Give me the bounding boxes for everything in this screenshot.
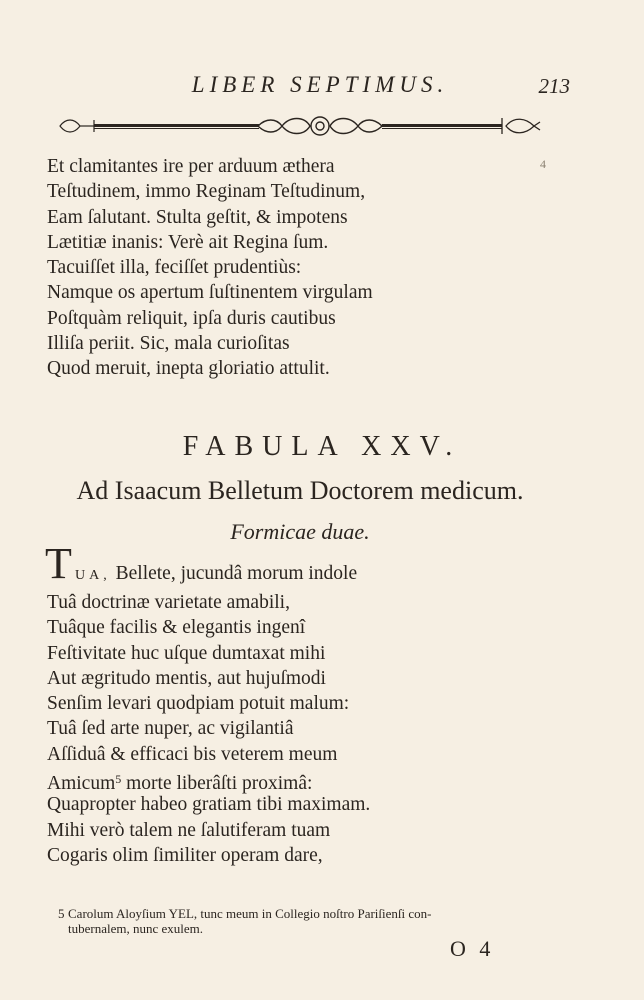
margin-mark: 4: [540, 157, 546, 171]
footnote-text-line2: tubernalem, nunc exulem.: [68, 921, 204, 936]
verse-line: Senſim levari quodpiam potuit malum:: [47, 693, 350, 715]
verse-line: Teſtudinem, immo Reginam Teſtudinum,: [47, 181, 366, 203]
note-line-before: Amicum: [47, 773, 116, 795]
fable-dedication: Ad Isaacum Belletum Doctorem medicum.: [76, 476, 524, 505]
footnote-marker: 5: [58, 906, 65, 921]
fable-heading: FABULA XXV.: [182, 431, 462, 462]
verse-line-with-note: [47, 767, 370, 795]
drop-cap: T: [45, 539, 72, 588]
verse-part-2: [47, 590, 370, 868]
verse-line: Et clamitantes ire per arduum æthera: [47, 156, 335, 177]
signature-mark: O 4: [450, 936, 495, 961]
running-title: LIBER SEPTIMUS.: [191, 72, 449, 97]
verse-line: Lætitiæ inanis: Verè ait Regina ſum.: [47, 231, 329, 253]
verse-line: Quod meruit, inepta gloriatio attulit.: [47, 358, 330, 380]
verse-line: Tuâ doctrinæ varietate amabili,: [47, 592, 290, 613]
verse-line: Poſtquàm reliquit, ipſa duris cautibus: [47, 307, 336, 329]
verse-line: Illiſa periit. Sic, mala curioſitas: [47, 333, 290, 355]
verse-line: Aut ægritudo mentis, aut hujuſmodi: [47, 667, 326, 689]
verse-part-1: [47, 154, 373, 382]
fable-first-line: [75, 563, 357, 585]
verse-line: Eam ſalutant. Stulta geſtit, & impotens: [47, 206, 348, 228]
footnote-ref: 5: [115, 772, 122, 787]
footnote-text-line1: Carolum Aloyſium YEL, tunc meum in Collegio noſtro Pariſienſi con-: [68, 906, 432, 921]
first-word-small-caps: UA,: [75, 568, 111, 583]
first-line-text: Bellete, jucundâ morum indole: [110, 563, 358, 584]
verse-line: Cogaris olim ſimiliter operam dare,: [47, 844, 323, 866]
verse-line: Quapropter habeo gratiam tibi maximam.: [47, 794, 371, 816]
verse-line: Aſſiduâ & efficaci bis veterem meum: [47, 743, 338, 765]
fable-title: Formicae duae.: [230, 519, 370, 544]
ornament-rule-icon: [58, 112, 542, 140]
verse-line: Mihi verò talem ne ſalutiferam tuam: [47, 819, 331, 841]
note-line-after: morte liberâſti proximâ:: [121, 773, 313, 795]
verse-line: Namque os apertum ſuſtinentem virgulam: [47, 282, 373, 304]
verse-line: Feſtivitate huc uſque dumtaxat mihi: [47, 642, 326, 664]
footnote: [58, 906, 548, 936]
page-number: 213: [538, 74, 570, 98]
verse-line: Tuâ ſed arte nuper, ac vigilantiâ: [47, 718, 294, 740]
verse-line: Tacuiſſet illa, feciſſet prudentiùs:: [47, 257, 302, 279]
verse-line: Tuâque facilis & elegantis ingenî: [47, 617, 306, 639]
